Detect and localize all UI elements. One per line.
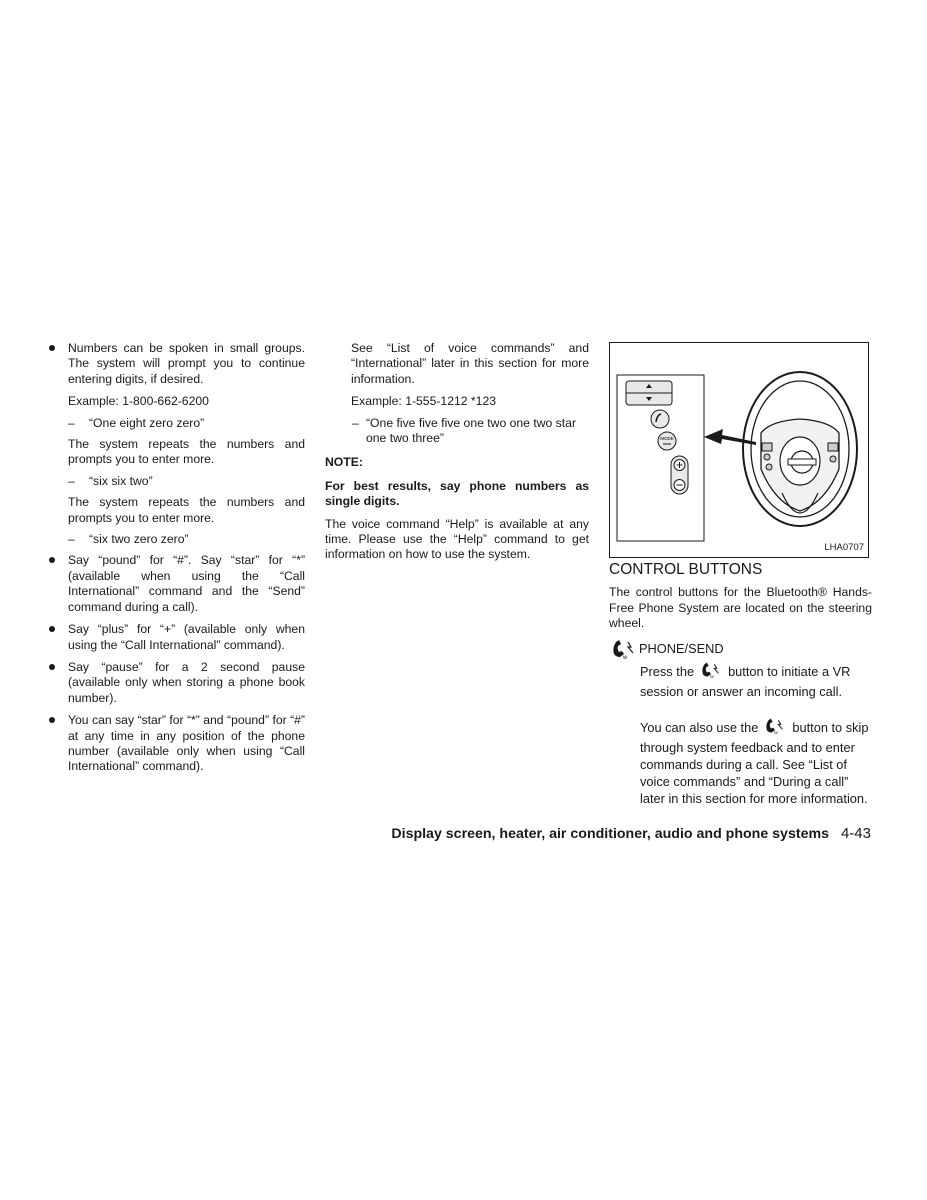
phone-send-title: PHONE/SEND: [639, 640, 724, 656]
phone-send-heading: [609, 640, 872, 658]
spoken-example: – “One five five five one two one two star one two three”: [352, 415, 576, 446]
phone-send-also-text: You can also use the w button to skip through system feedback and to enter commands during a call. See “List of voice commands” and “During a call” later in this section for more information.: [609, 717, 872, 807]
phone-send-press-text: Press the w button to initiate a VR session or answer an incoming call.: [609, 661, 872, 700]
bullet-item: Say “pause” for a 2 second pause (available only when storing a phone book number).: [47, 660, 305, 706]
svg-text:w: w: [710, 674, 714, 679]
column-left: [47, 341, 305, 775]
bullet-item: Say “pound” for “#”. Say “star” for “*” (available when using the “Call International” command and the “Send” command during a call).: [47, 553, 305, 615]
spoken-example: – “six six two”: [68, 473, 153, 488]
bullet-item: You can say “star” for “*” and “pound” for “#” at any time in any position of the phone number (available only when using “Call International” command).: [47, 713, 305, 775]
phone-send-icon: [611, 638, 637, 665]
footer-title: Display screen, heater, air conditioner, audio and phone systems: [391, 826, 829, 842]
svg-text:w: w: [623, 654, 628, 660]
bullet-item: Numbers can be spoken in small groups. The system will prompt you to continue entering digits, if desired.: [47, 341, 305, 387]
example-text: Example: 1-555-1212 *123: [351, 394, 496, 409]
page-footer: [0, 825, 871, 842]
page-number: 4-43: [840, 825, 871, 842]
body-text: The system repeats the numbers and prompts you to enter more.: [68, 495, 305, 525]
section-heading: CONTROL BUTTONS: [609, 561, 763, 578]
bullet-item: Say “plus” for “+” (available only when using the “Call International” command).: [47, 622, 305, 653]
example-text: Example: 1-800-662-6200: [68, 394, 209, 409]
column-middle: [325, 341, 589, 563]
spoken-example: – “six two zero zero”: [68, 532, 189, 547]
body-text: The control buttons for the Bluetooth® Hands-Free Phone System are located on the steering wheel.: [609, 585, 872, 631]
figure-code: LHA0707: [824, 541, 864, 553]
body-text: See “List of voice commands” and “International” later in this section for more information.: [351, 341, 589, 386]
steering-wheel-illustration: [610, 343, 868, 557]
column-right: [609, 342, 872, 807]
note-label: NOTE:: [325, 455, 363, 470]
steering-wheel-figure: [609, 342, 869, 558]
svg-text:w: w: [774, 730, 779, 735]
phone-send-icon: [758, 717, 792, 739]
phone-send-icon: [694, 661, 728, 683]
spoken-example: – “One eight zero zero”: [68, 415, 205, 430]
svg-text:MODE: MODE: [660, 436, 674, 441]
note-text: For best results, say phone numbers as single digits.: [325, 478, 589, 509]
body-text: The system repeats the numbers and prompts you to enter more.: [68, 437, 305, 467]
body-text: The voice command “Help” is available at any time. Please use the “Help” command to get information on how to use the system.: [325, 516, 589, 562]
